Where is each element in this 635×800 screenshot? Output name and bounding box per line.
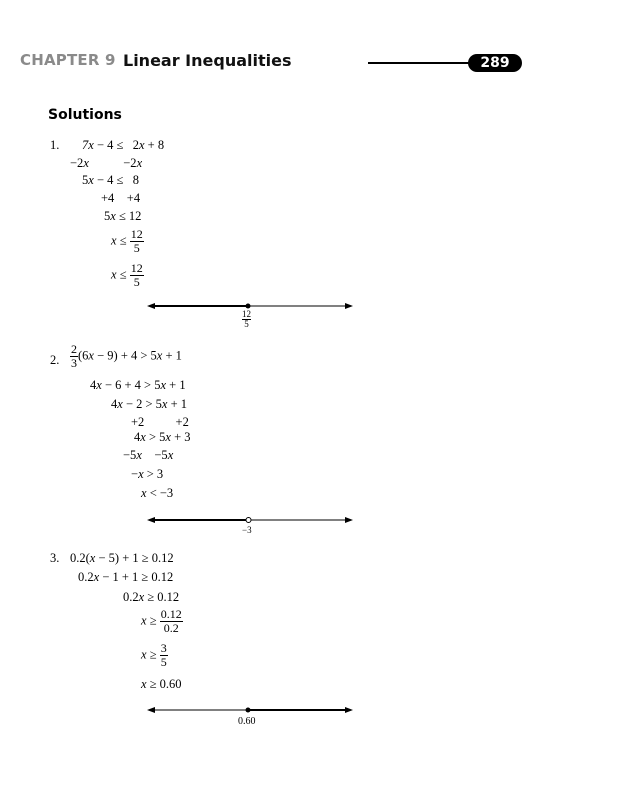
problem-2-step-6: −5x −5x [123,448,174,462]
problem-1-number-line-label: $\frac{12}{5}$ [242,309,251,329]
problem-1-step-6: x ≤ $\frac{12}{5}$ [111,227,143,255]
problem-3-number-line-label: 0.60 [238,716,256,727]
chapter-label: CHAPTER 9 [20,51,116,69]
problem-2-step-5: 4x > 5x + 3 [134,430,191,444]
problem-1-number: 1. [50,138,60,152]
problem-3-step-6: x ≥ 0.60 [141,677,182,691]
problem-1-number-line [145,299,357,313]
problem-3-step-5: x ≥ $\frac{3}{5}$ [141,641,167,669]
problem-1-step-3: 5x − 4 ≤ 8 [82,173,139,187]
section-title: Solutions [48,107,122,123]
problem-2-step-4: +2 +2 [131,415,189,429]
problem-2-step-7: −x > 3 [131,467,164,481]
problem-2-number-line-label: −3 [242,525,252,535]
problem-2-number: 2. [50,353,60,367]
problem-2-step-2: 4x − 6 + 4 > 5x + 1 [90,378,186,392]
problem-1-step-2: −2x −2x [70,156,143,170]
chapter-title: Linear Inequalities [123,51,292,70]
problem-1-step-1: 7x − 4 ≤ 2x + 8 [82,138,165,152]
problem-3-step-1: 0.2(x − 5) + 1 ≥ 0.12 [70,551,174,565]
problem-3-step-3: 0.2x ≥ 0.12 [123,590,180,604]
problem-3-step-4: x ≥ $\frac{0.12}{0.2}$ [141,607,182,635]
problem-3-number-line [145,703,357,717]
problem-1-step-4: +4 +4 [101,191,141,205]
problem-1-step-7: x ≤ $\frac{12}{5}$ [111,261,143,289]
problem-1-step-5: 5x ≤ 12 [104,209,142,223]
page-number-badge: 289 [468,54,522,72]
problem-2-step-8: x < −3 [141,486,174,500]
problem-2-step-1: $\frac{2}{3}$ (6x − 9) + 4 > 5x + 1 [71,342,182,370]
problem-3-number: 3. [50,551,60,565]
header-rule [368,62,478,64]
problem-2-step-3: 4x − 2 > 5x + 1 [111,397,188,411]
problem-3-step-2: 0.2x − 1 + 1 ≥ 0.12 [78,570,174,584]
